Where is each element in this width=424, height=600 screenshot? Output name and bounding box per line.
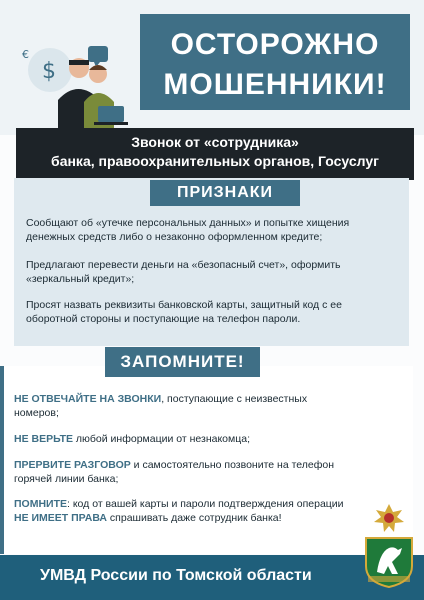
remember-item: [14, 458, 354, 486]
footer-text: УМВД России по Томской области: [40, 567, 312, 584]
scammer-illustration: [18, 40, 128, 130]
remember-item-text: , поступающие с неизвестных номеров;: [14, 393, 308, 419]
police-emblem: [362, 502, 416, 588]
remember-item: [14, 497, 354, 525]
sign-item: Сообщают об «утечке персональных данных» и попытке хищения денежных средств либо о незаконно оформленном кредите;: [26, 217, 350, 243]
svg-text:$: $: [42, 59, 56, 84]
remember-item-highlight: НЕ ВЕРЬТЕ: [14, 433, 73, 445]
title-box: [140, 14, 410, 110]
remember-item-text: любой информации от незнакомца;: [73, 433, 250, 445]
remember-item-highlight: НЕ ИМЕЕТ ПРАВА: [14, 512, 107, 524]
remember-item-highlight: ПРЕРВИТЕ РАЗГОВОР: [14, 459, 131, 471]
remember-item: [14, 432, 354, 446]
remember-item-highlight: НЕ ОТВЕЧАЙТЕ НА ЗВОНКИ: [14, 393, 162, 405]
title-line-2: МОШЕННИКИ!: [163, 68, 387, 101]
svg-text:€: €: [22, 48, 29, 61]
remember-item: [14, 392, 354, 420]
remember-item-highlight: ПОМНИТЕ: [14, 498, 68, 510]
remember-heading: ЗАПОМНИТЕ!: [105, 347, 260, 377]
call-banner-line-1: Звонок от «сотрудника»: [131, 134, 299, 150]
remember-item-text: спрашивать даже сотрудник банка!: [107, 512, 282, 524]
sign-item: Просят назвать реквизиты банковской карты, защитный код с ее оборотной стороны и поступающие на телефон пароли.: [26, 299, 342, 325]
call-banner-line-2: банка, правоохранительных органов, Госуслуг: [51, 153, 379, 169]
title-line-1: ОСТОРОЖНО: [170, 28, 380, 61]
signs-heading: ПРИЗНАКИ: [150, 180, 300, 206]
footer: [0, 555, 424, 600]
remember-item-text: и самостоятельно позвоните на телефон горячей линии банка;: [14, 459, 335, 485]
call-banner: [16, 128, 414, 180]
remember-item-text: : код от вашей карты и пароли подтверждения операции: [67, 498, 344, 510]
sign-item: Предлагают перевести деньги на «безопасный счет», оформить «зеркальный кредит»;: [26, 259, 341, 285]
